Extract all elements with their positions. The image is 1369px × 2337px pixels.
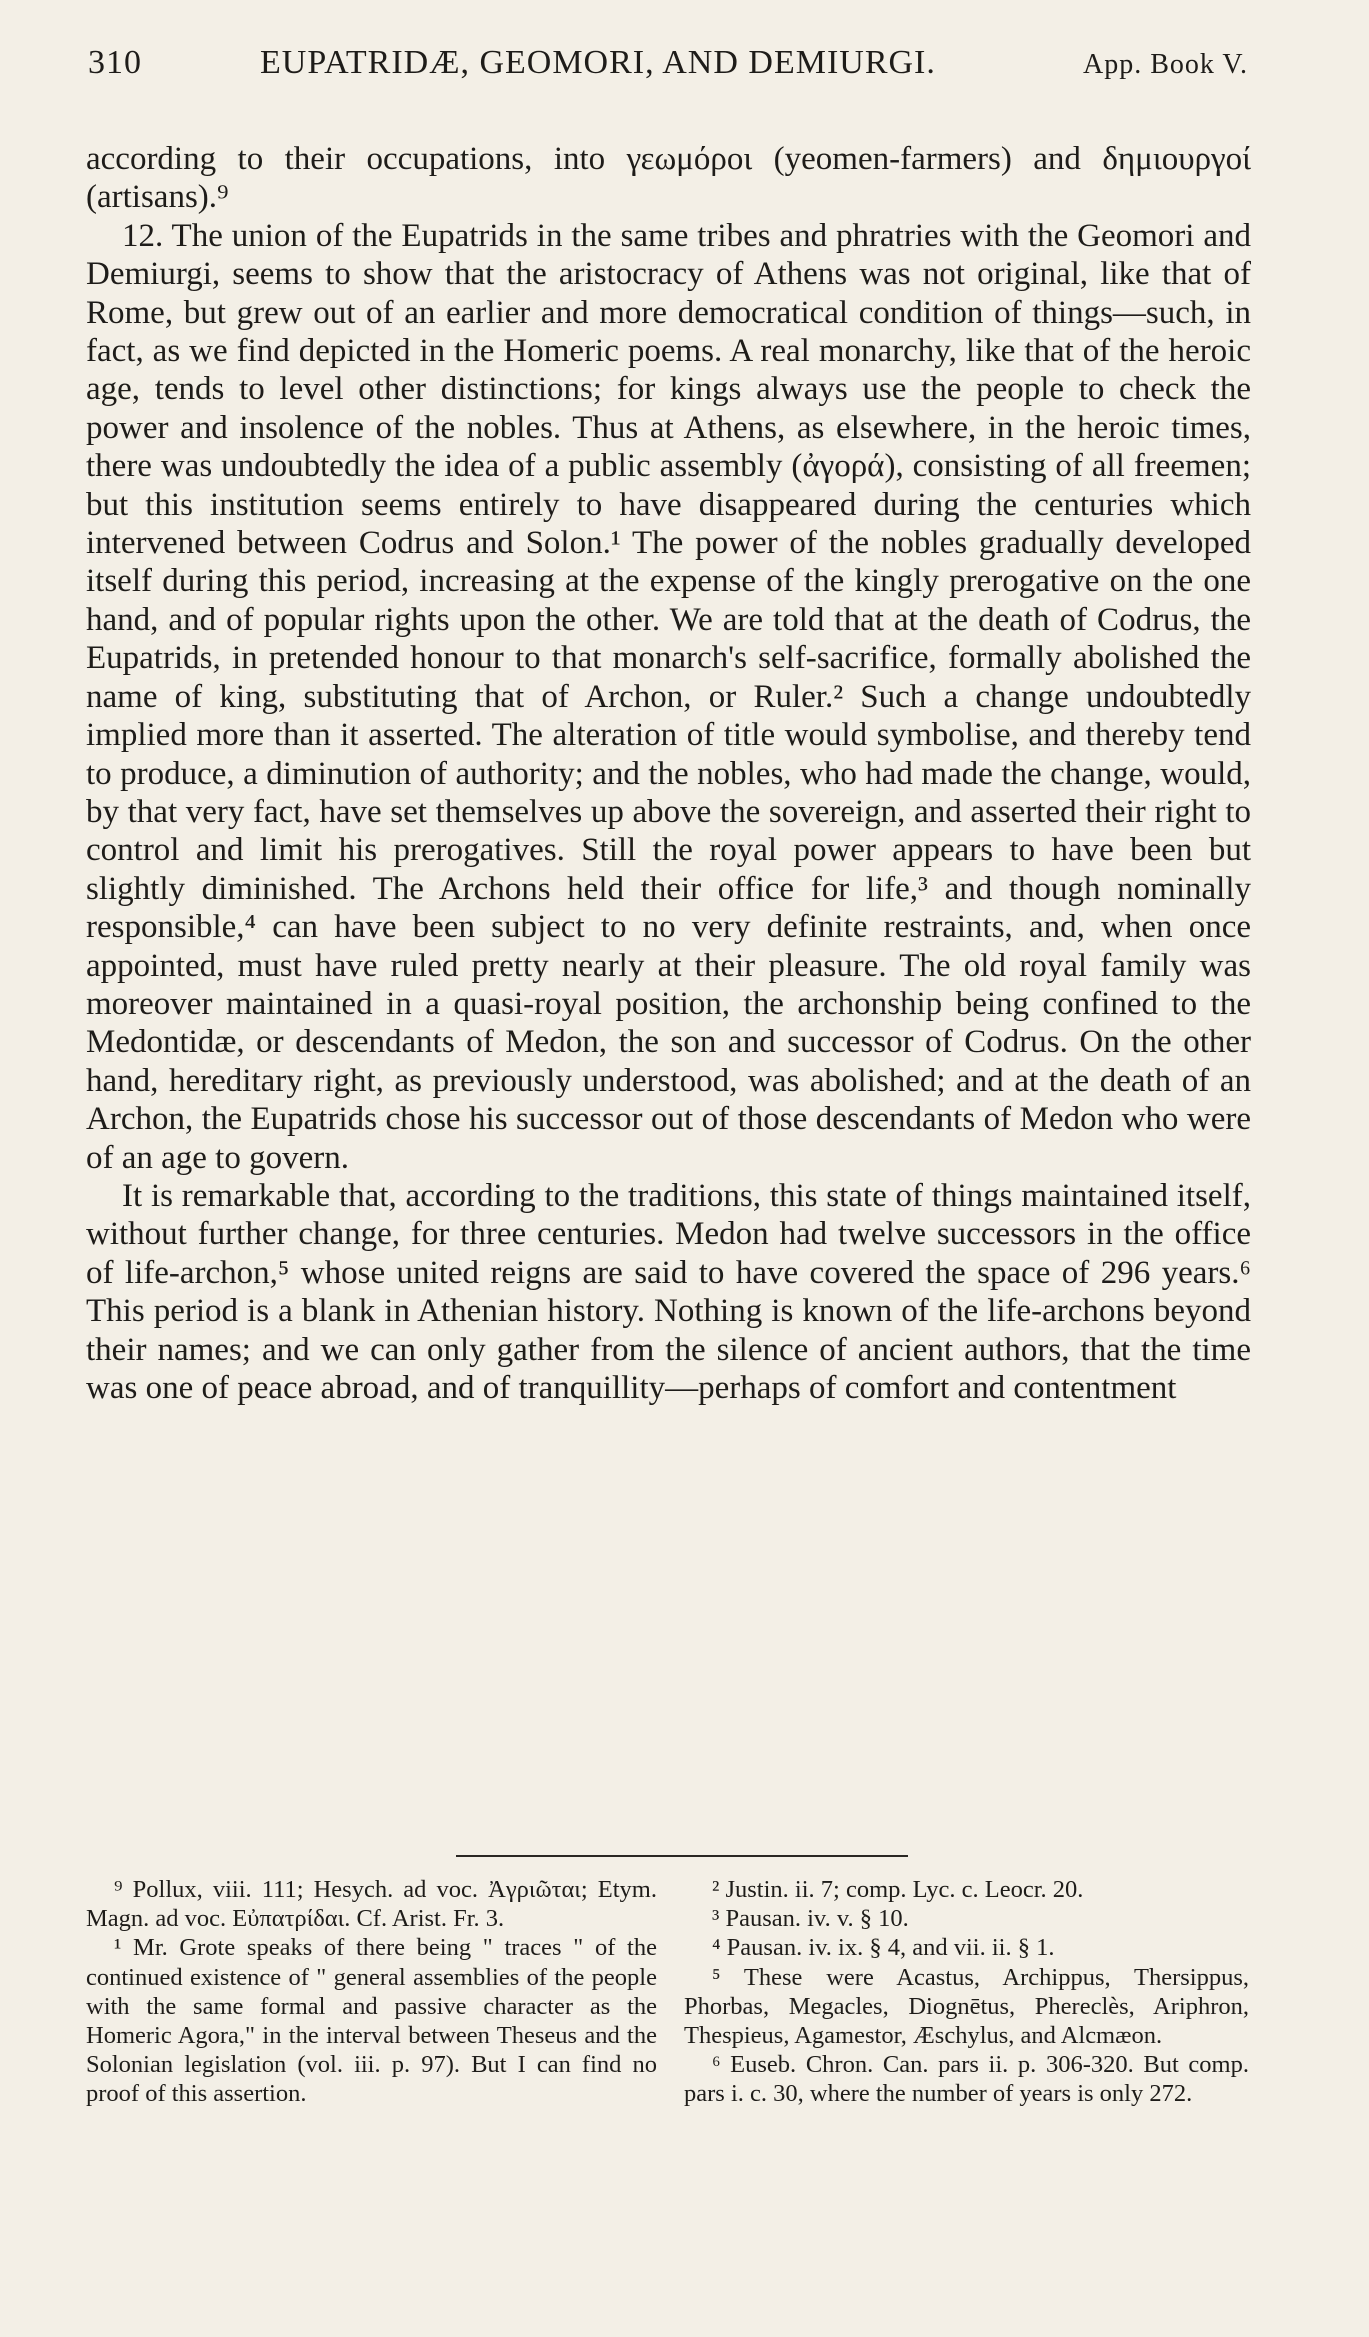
running-title: EUPATRIDÆ, GEOMORI, AND DEMIURGI. xyxy=(260,44,936,81)
footnote-4: ⁴ Pausan. iv. ix. § 4, and vii. ii. § 1. xyxy=(712,1934,1055,1962)
footnote-1: ¹ Mr. Grote speaks of there being " traces " of the continued existence of " general assemblies of the people with the same formal and passive character as the Homeric Agora," in the interval between Theseus and the Solonian legislation (vol. iii. p. 97). But I can find no proof of this assertion. xyxy=(86,1934,657,2108)
paragraph-continued: according to their occupations, into γεωμόροι (yeomen-farmers) and δημιουργοί (artisans).⁹ xyxy=(86,141,1251,216)
footnote-divider xyxy=(456,1855,908,1857)
footnote-9: ⁹ Pollux, viii. 111; Hesych. ad voc. Ἀγριῶται; Etym. Magn. ad voc. Εὐπατρίδαι. Cf. Arist. Fr. 3. xyxy=(86,1876,657,1933)
main-text xyxy=(86,140,1251,1407)
footnotes-right-column xyxy=(684,1875,1249,2109)
running-header xyxy=(88,44,1248,94)
footnote-2: ² Justin. ii. 7; comp. Lyc. c. Leocr. 20. xyxy=(712,1876,1084,1903)
page-number: 310 xyxy=(88,44,142,81)
footnote-3: ³ Pausan. iv. v. § 10. xyxy=(712,1905,909,1933)
footnote-6: ⁶ Euseb. Chron. Can. pars ii. p. 306-320. But comp. pars i. c. 30, where the number of years is only 272. xyxy=(684,2051,1249,2108)
paragraph-12: 12. The union of the Eupatrids in the same tribes and phratries with the Geomori and Demiurgi, seems to show that the aristocracy of Athens was not original, like that of Rome, but grew out of an earlier and more democratical condition of things—such, in fact, as we find depicted in the Homeric poems. A real monarchy, like that of the heroic age, tends to level other distinctions; for kings always use the people to check the power and insolence of the nobles. Thus at Athens, as elsewhere, in the heroic times, there was undoubtedly the idea of a public assembly (ἀγορά), consisting of all freemen; but this institution seems entirely to have disappeared during the centuries which intervened between Codrus and Solon.¹ The power of the nobles gradually developed itself during this period, increasing at the expense of the kingly prerogative on the one hand, and of popular rights upon the other. We are told that at the death of Codrus, the Eupatrids, in pretended honour to that monarch's self-sacrifice, formally abolished the name of king, substituting that of Archon, or Ruler.² Such a change undoubtedly implied more than it asserted. The alteration of title would symbolise, and thereby tend to produce, a diminution of authority; and the nobles, who had made the change, would, by that very fact, have set themselves up above the sovereign, and asserted their right to control and limit his prerogatives. Still the royal power appears to have been but slightly diminished. The Archons held their office for life,³ and though nominally responsible,⁴ can have been subject to no very definite restraints, and, when once appointed, must have ruled pretty nearly at their pleasure. The old royal family was moreover maintained in a quasi-royal position, the archonship being confined to the Medontidæ, or descendants of Medon, the son and successor of Codrus. On the other hand, hereditary right, as previously understood, was abolished; and at the death of an Archon, the Eupatrids chose his successor out of those descendants of Medon who were of an age to govern. xyxy=(86,217,1251,1176)
section-label: App. Book V. xyxy=(1082,49,1248,80)
footnote-5: ⁵ These were Acastus, Archippus, Thersippus, Phorbas, Megacles, Diognētus, Phereclès, Ariphron, Thespieus, Agamestor, Æschylus, and Alcmæon. xyxy=(684,1963,1249,2050)
footnotes-left-column xyxy=(86,1875,657,2109)
paragraph-remarkable: It is remarkable that, according to the traditions, this state of things maintained itself, without further change, for three centuries. Medon had twelve successors in the office of life-archon,⁵ whose united reigns are said to have covered the space of 296 years.⁶ This period is a blank in Athenian history. Nothing is known of the life-archons beyond their names; and we can only gather from the silence of ancient authors, that the time was one of peace abroad, and of tranquillity—perhaps of comfort and contentment xyxy=(86,1177,1251,1406)
